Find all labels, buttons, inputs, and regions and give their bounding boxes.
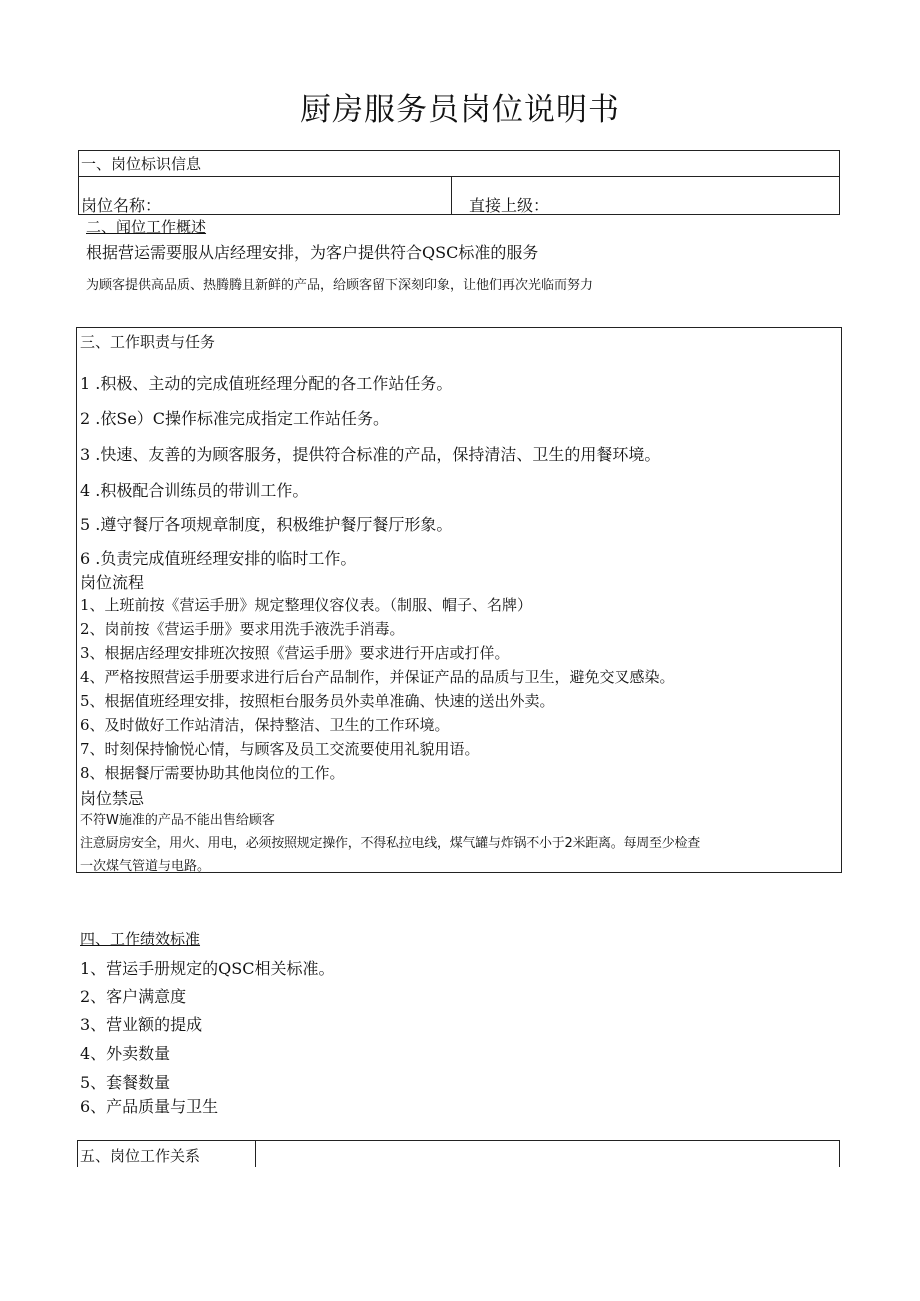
relations-heading: 五、岗位工作关系 [80,1147,201,1165]
position-info-table [78,150,840,215]
overview-line-1: 根据营运需要服从店经理安排，为客户提供符合QSC标准的服务 [86,243,539,262]
flow-item: 6、及时做好工作站清洁，保持整洁、卫生的工作环境。 [80,716,450,734]
overview-heading-prefix: 二、 [86,218,117,236]
flow-item: 3、根据店经理安排班次按照《营运手册》要求进行开店或打佯。 [80,644,510,662]
performance-item: 1、营运手册规定的QSC相关标准。 [80,959,335,978]
relations-table [77,1140,840,1167]
forbidden-item: 不符W施准的产品不能出售给顾客 [80,813,275,828]
overview-heading [86,216,206,237]
forbidden-item: 注意厨房安全，用火、用电，必须按照规定操作，不得私拉电线，煤气罐与炸锅不小于2米距离。每周至少检查 [80,836,701,851]
performance-item: 2、客户满意度 [80,987,187,1006]
duty-item: 5 .遵守餐厅各项规章制度，积极维护餐厅餐厅形象。 [80,515,453,534]
position-info-heading: 一、岗位标识信息 [81,155,202,173]
flow-item: 1、上班前按《营运手册》规定整理仪容仪表。（制服、帽子、名牌） [80,596,533,614]
performance-item: 3、营业额的提成 [80,1015,203,1034]
performance-item: 6、产品质量与卫生 [80,1097,219,1116]
table-divider [79,176,839,177]
flow-item: 4、严格按照营运手册要求进行后台产品制作，并保证产品的品质与卫生，避免交叉感染。 [80,668,675,686]
duty-item: 1 .积极、主动的完成值班经理分配的各工作站任务。 [80,374,453,393]
forbidden-heading: 岗位禁忌 [80,789,145,808]
duty-item: 6 .负责完成值班经理安排的临时工作。 [80,549,357,568]
supervisor-label: 直接上级： [469,196,550,215]
performance-heading: 四、工作绩效标准 [80,930,201,948]
table-column-divider [451,176,452,214]
performance-item: 5、套餐数量 [80,1073,171,1092]
duty-item: 3 .快速、友善的为顾客服务，提供符合标准的产品，保持清洁、卫生的用餐环境。 [80,445,661,464]
flow-item: 2、岗前按《营运手册》要求用洗手液洗手消毒。 [80,620,405,638]
duty-item: 4 .积极配合训练员的带训工作。 [80,481,309,500]
table-column-divider [255,1141,256,1167]
duty-item: 2 .依Se）C操作标准完成指定工作站任务。 [80,409,390,428]
position-name-label: 岗位名称： [81,196,162,215]
page-title: 厨房服务员岗位说明书 [300,92,620,128]
overview-line-2: 为顾客提供高品质、热腾腾且新鲜的产品，给顾客留下深刻印象，让他们再次光临而努力 [86,278,594,293]
overview-heading-text: 闻位工作概述 [116,218,207,236]
performance-item: 4、外卖数量 [80,1044,171,1063]
duties-heading: 三、工作职责与任务 [80,333,216,351]
forbidden-item: 一次煤气管道与电路。 [80,859,211,874]
flow-item: 5、根据值班经理安排，按照柜台服务员外卖单准确、快速的送出外卖。 [80,692,555,710]
flow-heading: 岗位流程 [80,573,145,592]
flow-item: 8、根据餐厅需要协助其他岗位的工作。 [80,764,345,782]
flow-item: 7、时刻保持愉悦心情，与顾客及员工交流要使用礼貌用语。 [80,740,480,758]
